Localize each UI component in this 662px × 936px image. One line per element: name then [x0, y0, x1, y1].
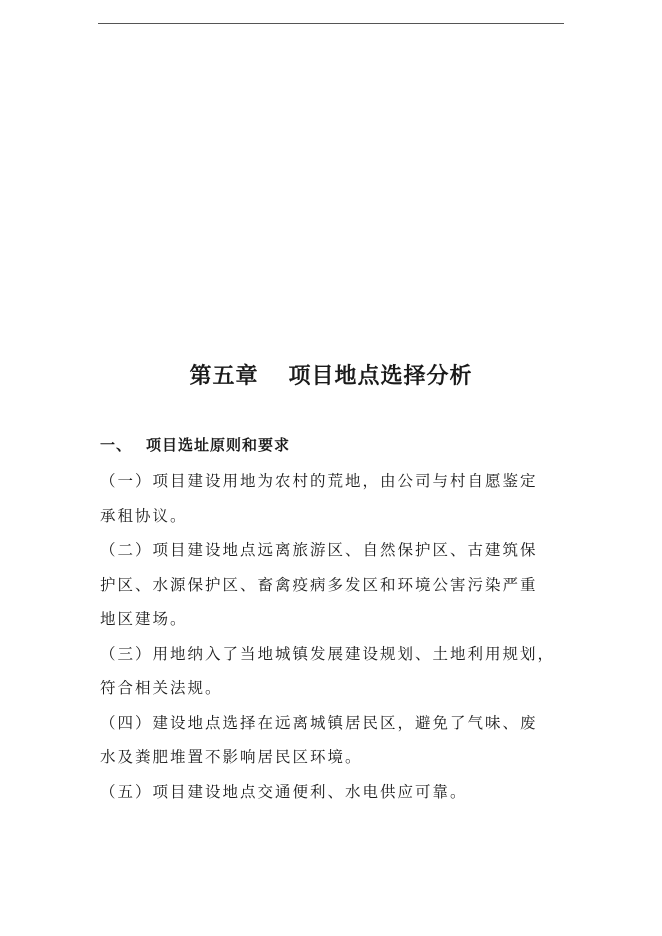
section-title: 项目选址原则和要求 — [146, 436, 291, 454]
section-heading — [100, 431, 290, 459]
paragraph-4-line-2: 水及粪肥堆置不影响居民区环境。 — [100, 748, 363, 766]
paragraph-1 — [100, 464, 560, 533]
paragraph-2-line-2: 护区、水源保护区、畜禽疫病多发区和环境公害污染严重 — [100, 575, 538, 594]
chapter-title-text: 项目地点选择分析 — [288, 363, 473, 389]
paragraph-2 — [100, 533, 560, 637]
paragraph-1-line-1: （一）项目建设用地为农村的荒地，由公司与村自愿鉴定 — [100, 472, 538, 490]
paragraph-4-line-1: （四）建设地点选择在远离城镇居民区，避免了气味、废 — [100, 713, 538, 732]
paragraph-5 — [100, 775, 560, 810]
body-text — [100, 464, 560, 809]
paragraph-4 — [100, 706, 560, 775]
paragraph-1-line-2: 承租协议。 — [100, 506, 188, 525]
chapter-number: 第五章 — [189, 363, 259, 389]
paragraph-3-line-1: （三）用地纳入了当地城镇发展建设规划、土地利用规划， — [100, 644, 556, 663]
paragraph-3-line-2: 符合相关法规。 — [100, 679, 223, 697]
chapter-title — [0, 358, 662, 394]
section-number: 一、 — [100, 436, 133, 454]
paragraph-2-line-3: 地区建场。 — [100, 610, 188, 628]
paragraph-3 — [100, 637, 560, 706]
paragraph-5-line-1: （五）项目建设地点交通便利、水电供应可靠。 — [100, 782, 468, 801]
paragraph-2-line-1: （二）项目建设地点远离旅游区、自然保护区、古建筑保 — [100, 541, 538, 559]
header-rule — [98, 23, 564, 24]
